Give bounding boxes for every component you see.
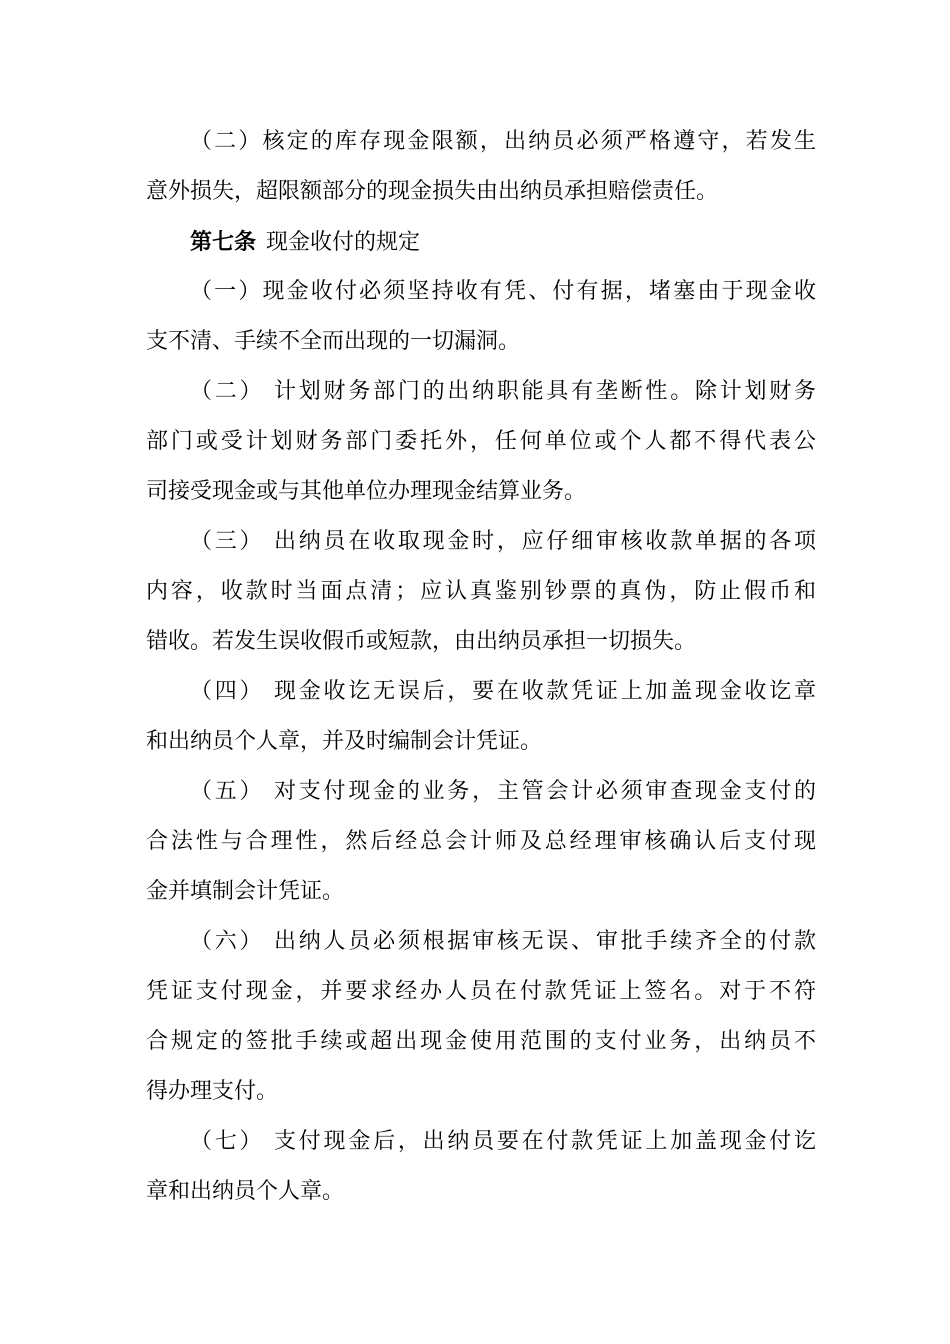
paragraph-7-line-2: 章和出纳员个人章。	[146, 1179, 345, 1204]
paragraph-2-line-2: 部门或受计划财务部门委托外，任何单位或个人都不得代表公	[146, 429, 816, 454]
paragraph-7-line-1: （七） 支付现金后，出纳员要在付款凭证上加盖现金付讫	[190, 1129, 816, 1154]
paragraph-6-line-3: 合规定的签批手续或超出现金使用范围的支付业务，出纳员不	[146, 1029, 816, 1054]
paragraph-2-line-2: 意外损失，超限额部分的现金损失由出纳员承担赔偿责任。	[146, 179, 719, 204]
paragraph-6-line-1: （六） 出纳人员必须根据审核无误、审批手续齐全的付款	[190, 929, 816, 954]
paragraph-6-line-2: 凭证支付现金，并要求经办人员在付款凭证上签名。对于不符	[146, 979, 816, 1004]
article-heading	[190, 222, 420, 262]
paragraph-1-line-2: 支不清、手续不全而出现的一切漏洞。	[146, 329, 521, 354]
paragraph-4-line-2: 和出纳员个人章，并及时编制会计凭证。	[146, 729, 543, 754]
paragraph-3-line-3: 错收。若发生误收假币或短款，由出纳员承担一切损失。	[146, 629, 697, 654]
article-number: 第七条	[190, 229, 257, 255]
paragraph-2-line-1: （二）核定的库存现金限额，出纳员必须严格遵守，若发生	[190, 129, 816, 154]
paragraph-5-line-3: 金并填制会计凭证。	[146, 879, 345, 904]
paragraph-4-line-1: （四） 现金收讫无误后，要在收款凭证上加盖现金收讫章	[190, 679, 816, 704]
paragraph-3-line-2: 内容，收款时当面点清；应认真鉴别钞票的真伪，防止假币和	[146, 579, 816, 604]
paragraph-6-line-4: 得办理支付。	[146, 1079, 279, 1104]
paragraph-1-line-1: （一）现金收付必须坚持收有凭、付有据，堵塞由于现金收	[190, 279, 816, 304]
paragraph-3-line-1: （三） 出纳员在收取现金时，应仔细审核收款单据的各项	[190, 529, 816, 554]
paragraph-2-line-1: （二） 计划财务部门的出纳职能具有垄断性。除计划财务	[190, 379, 816, 404]
paragraph-2-line-3: 司接受现金或与其他单位办理现金结算业务。	[146, 479, 587, 504]
article-title: 现金收付的规定	[266, 230, 421, 255]
paragraph-5-line-2: 合法性与合理性，然后经总会计师及总经理审核确认后支付现	[146, 829, 816, 854]
paragraph-5-line-1: （五） 对支付现金的业务，主管会计必须审查现金支付的	[190, 779, 816, 804]
